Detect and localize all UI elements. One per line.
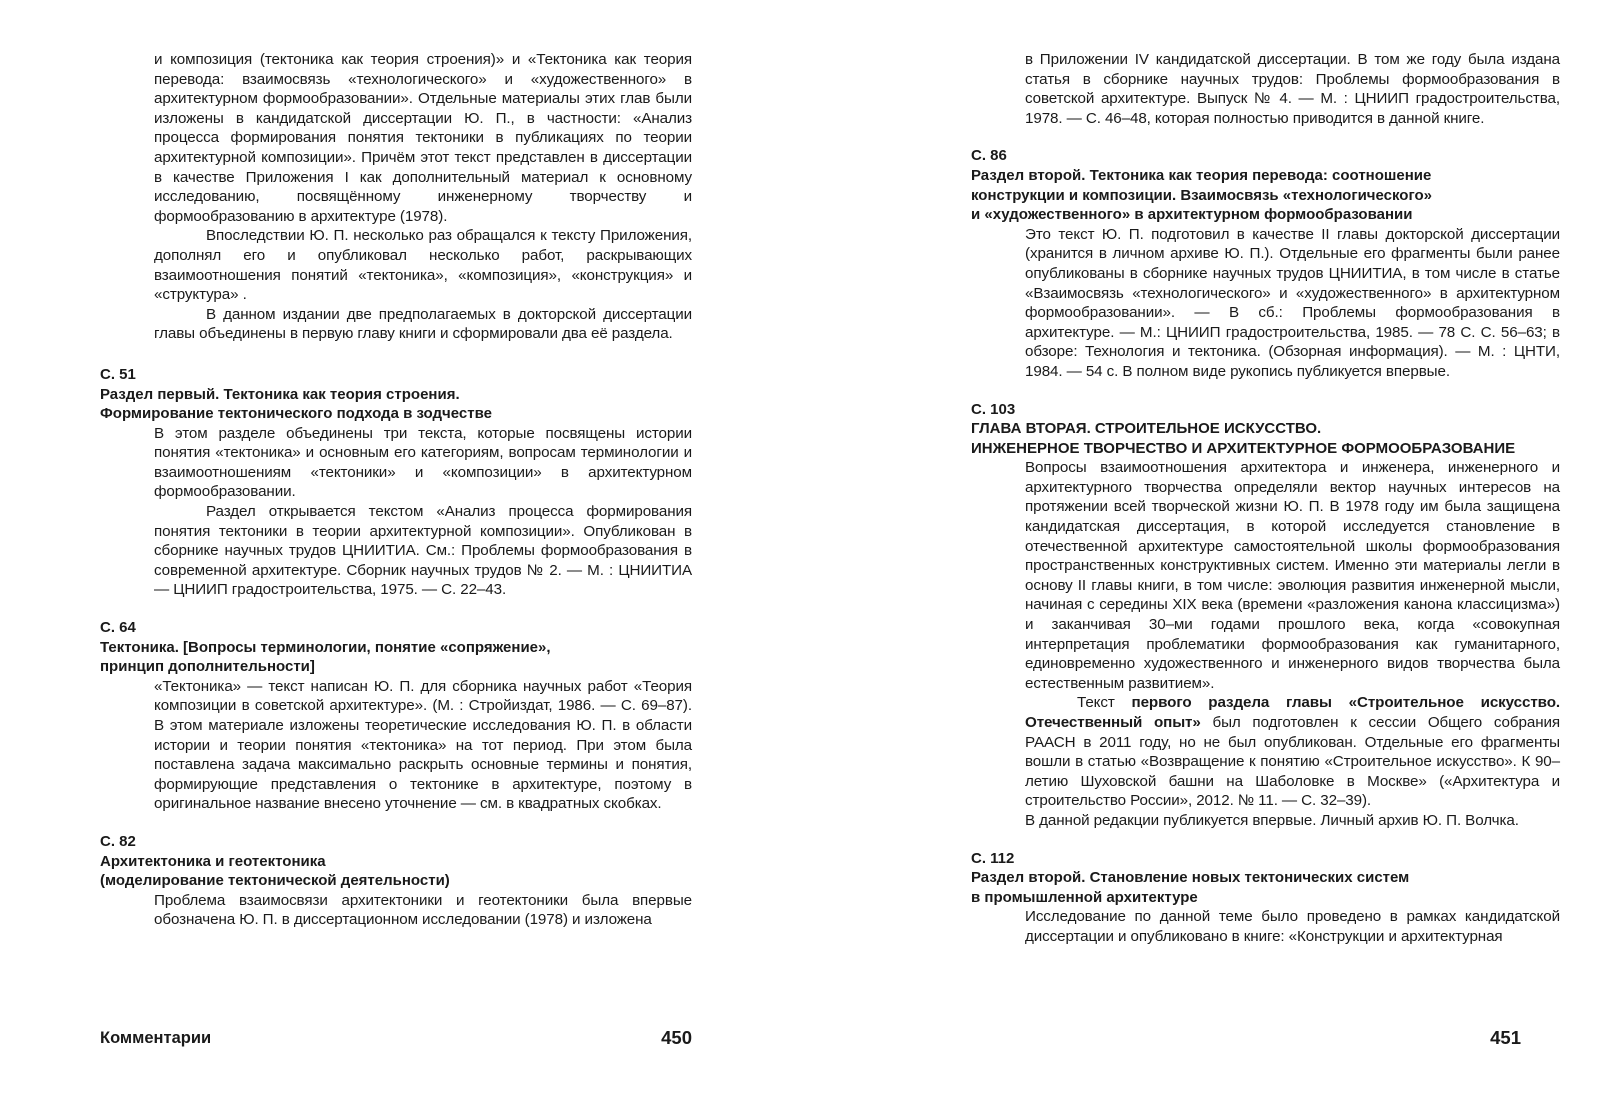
paragraph-rest: был подготовлен к сессии Общего собрания РААСН в 2011 году, но не был опубликован. Отдельные его фрагменты вошли в статью «Возвращение к понятию «Строительное искусство». К 90–летию Шуховской башни на Шаболовке в Москве» («Архитектура и строительство России», 2012. № 11. — С. 32–39). <box>1025 714 1560 810</box>
section-page-ref: С. 112 <box>971 849 1015 867</box>
section-paragraph: «Тектоника» — текст написан Ю. П. для сборника научных работ «Теория композиции в советской архитектуре». (М. : Стройиздат, 1986. — С. 69–87). В этом материале изложены теоретические исследования Ю. П. в области истории и теории понятия «тектоника» на тот период. При этом была поставлена задача максимально раскрыть основные термины и понятия, формирующие представления о тектонике в архитектуре, поэтому в оригинальное название внесено уточнение — см. в квадратных скобках. <box>154 677 692 813</box>
section-paragraph: В данной редакции публикуется впервые. Личный архив Ю. П. Волчка. <box>1025 811 1519 829</box>
section-title-line: в промышленной архитектуре <box>971 888 1198 906</box>
section-page-ref: С. 64 <box>100 619 136 637</box>
section-s51 <box>100 365 692 600</box>
right-page <box>800 0 1600 1114</box>
intro-block <box>1025 50 1560 128</box>
section-paragraph-mixed <box>1025 693 1560 811</box>
section-title-line: ИНЖЕНЕРНОЕ ТВОРЧЕСТВО И АРХИТЕКТУРНОЕ ФОРМООБРАЗОВАНИЕ <box>971 439 1516 457</box>
section-paragraph: Это текст Ю. П. подготовил в качестве II главы докторской диссертации (хранится в личном архиве Ю. П.). Отдельные его фрагменты были ранее опубликованы в сборнике научных трудов ЦНИИТИА, в том числе в статье «Взаимосвязь «технологического» и «художественного» в архитектурном формообразовании». — В сб.: Проблемы формообразования в архитектуре. — М.: ЦНИИП градостроительства, 1985. — 78 С. С. 56–63; в обзоре: Технология и тектоника. (Обзорная информация). — М. : ЦНТИ, 1984. — 54 с. В полном виде рукопись публикуется впервые. <box>1025 225 1560 380</box>
section-s86 <box>971 146 1560 381</box>
section-title-line: и «художественного» в архитектурном формообразовании <box>971 206 1413 224</box>
section-paragraph: Вопросы взаимоотношения архитектора и инженера, инженерного и архитектурного творчества определяли вектор научных интересов на протяжении всей творческой жизни Ю. П. В 1978 году им была защищена кандидатская диссертация, в которой исследуется становление в отечественной архитектуре самостоятельной школы формообразования пространственных конструктивных систем. Именно эти материалы легли в основу II главы книги, в том числе: эволюция развития инженерной мысли, начиная с середины XIX века (времени «разложения канона классицизма») и заканчивая 30–ми годами прошлого века, когда «совокупная интерпретация проблематики формообразования как гуманитарного, единовременно художественного и инженерного видов творчества была естественным развитием». <box>1025 459 1560 692</box>
section-title-line: Раздел первый. Тектоника как теория строения. <box>100 385 460 403</box>
page-number-right: 451 <box>1490 1027 1521 1048</box>
section-s112 <box>971 849 1560 947</box>
running-footer-label: Комментарии <box>100 1029 212 1047</box>
section-s82 <box>100 832 692 930</box>
section-paragraph: В этом разделе объединены три текста, которые посвящены истории понятия «тектоника» и основным его категориям, вопросам терминологии и взаимоотношениям «тектоники» и «композиции» в архитектурном формообразовании. <box>154 424 692 501</box>
section-paragraph: Раздел открывается текстом «Анализ процесса формирования понятия тектоники в теории архитектурной композиции». Опубликован в сборнике научных трудов ЦНИИТИА. См.: Проблемы формообразования в современной архитектуре. Сборник научных трудов № 2. — М. : ЦНИИТИА — ЦНИИП градостроительства, 1975. — С. 22–43. <box>154 503 692 599</box>
intro-paragraph-2: Впоследствии Ю. П. несколько раз обращался к тексту Приложения, дополнял его и опубликовал несколько работ, раскрывающих взаимоотношения понятий «тектоника», «композиция», «конструкция» и «структура» . <box>154 227 692 304</box>
section-page-ref: С. 82 <box>100 832 136 850</box>
section-s64 <box>100 618 692 814</box>
section-title-line: Формирование тектонического подхода в зодчестве <box>100 405 492 423</box>
intro-paragraph-3: В данном издании две предполагаемых в докторской диссертации главы объединены в первую главу книги и сформировали два её раздела. <box>154 305 692 343</box>
intro-block <box>154 50 692 344</box>
right-text-column <box>971 50 1560 947</box>
section-title-line: Раздел второй. Тектоника как теория перевода: соотношение <box>971 166 1432 184</box>
page-number-left: 450 <box>661 1027 692 1048</box>
section-paragraph: Исследование по данной теме было проведено в рамках кандидатской диссертации и опубликовано в книге: «Конструкции и архитектурная <box>1025 908 1560 945</box>
section-title-line: конструкции и композиции. Взаимосвязь «технологического» <box>971 186 1433 204</box>
section-title-line: Архитектоника и геотектоника <box>100 852 326 870</box>
section-page-ref: С. 86 <box>971 147 1007 165</box>
section-page-ref: С. 103 <box>971 400 1016 418</box>
section-page-ref: С. 51 <box>100 365 136 383</box>
section-paragraph: Проблема взаимосвязи архитектоники и геотектоники была впервые обозначена Ю. П. в диссертационном исследовании (1978) и изложена <box>154 891 692 929</box>
section-title-line: Раздел второй. Становление новых тектонических систем <box>971 869 1410 887</box>
section-title-line: (моделирование тектонической деятельности) <box>100 872 450 890</box>
paragraph-bold-title: первого раздела главы «Строительное искусство. Отечественный опыт» <box>1025 694 1561 731</box>
section-title-line: Тектоника. [Вопросы терминологии, понятие «сопряжение», <box>100 638 551 656</box>
section-title-line: принцип дополнительности] <box>100 658 315 676</box>
paragraph-prefix: Текст <box>1077 694 1132 712</box>
section-title-line: ГЛАВА ВТОРАЯ. СТРОИТЕЛЬНОЕ ИСКУССТВО. <box>971 420 1322 438</box>
section-s103 <box>971 400 1560 831</box>
left-text-column <box>100 50 692 930</box>
intro-paragraph: в Приложении IV кандидатской диссертации. В том же году была издана статья в сборнике научных трудов: Проблемы формообразования в советской архитектуре. Выпуск № 4. — М. : ЦНИИП градостроительства, 1978. — С. 46–48, которая полностью приводится в данной книге. <box>1025 51 1560 127</box>
intro-paragraph-1: и композиция (тектоника как теория строения)» и «Тектоника как теория перевода: взаимосвязь «технологического» и «художественного» в архитектурном формообразовании». Отдельные материалы этих глав были изложены в кандидатской диссертации Ю. П., в частности: «Анализ процесса формирования понятия тектоники в публикациях по теории архитектурной композиции». Причём этот текст представлен в диссертации в качестве Приложения I как дополнительный материал к основному исследованию, посвящённому инженерному творчеству и формообразованию в архитектуре (1978). <box>154 51 692 225</box>
